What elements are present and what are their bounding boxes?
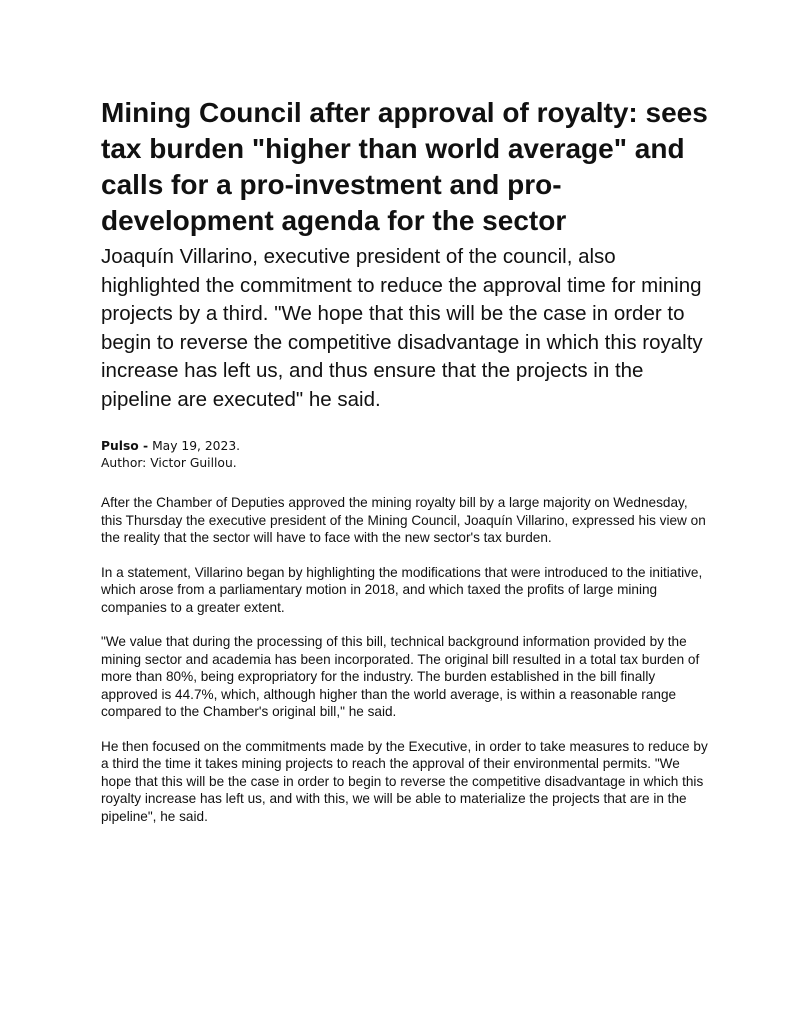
byline-source-date — [101, 438, 711, 455]
body-paragraph: "We value that during the processing of this bill, technical background information provided by the mining sector and academia has been incorporated. The original bill resulted in a total tax burden of more than 80%, being expropriatory for the industry. The burden established in the bill finally approved is 44.7%, which, although higher than the world average, is within a reasonable range compared to the Chamber's original bill," he said. — [101, 634, 700, 719]
article — [101, 95, 711, 842]
article-body — [101, 494, 711, 825]
article-author: Author: Victor Guillou. — [101, 456, 237, 470]
article-lede: Joaquín Villarino, executive president of the council, also highlighted the commitment to reduce the approval time for mining projects by a third. "We hope that this will be the case in order to begin to reverse the competitive disadvantage in which this royalty increase has left us, and thus ensure that the projects in the pipeline are executed" he said. — [101, 245, 703, 411]
article-headline: Mining Council after approval of royalty: sees tax burden "higher than world average" and calls for a pro-investment and pro-development agenda for the sector — [101, 97, 708, 236]
body-paragraph: After the Chamber of Deputies approved the mining royalty bill by a large majority on Wednesday, this Thursday the executive president of the Mining Council, Joaquín Villarino, expressed his view on the reality that the sector will have to face with the new sector's tax burden. — [101, 495, 706, 545]
article-date: May 19, 2023. — [152, 439, 241, 453]
article-meta — [101, 438, 711, 472]
body-paragraph: He then focused on the commitments made by the Executive, in order to take measures to reduce by a third the time it takes mining projects to reach the approval of their environmental permits. "We hope that this will be the case in order to begin to reverse the competitive disadvantage in which this royalty increase has left us, and with this, we will be able to materialize the projects that are in the pipeline", he said. — [101, 738, 708, 824]
body-paragraph: In a statement, Villarino began by highlighting the modifications that were introduced to the initiative, which arose from a parliamentary motion in 2018, and which taxed the profits of large mining companies to a greater extent. — [101, 564, 703, 615]
article-source: Pulso - — [101, 439, 149, 453]
